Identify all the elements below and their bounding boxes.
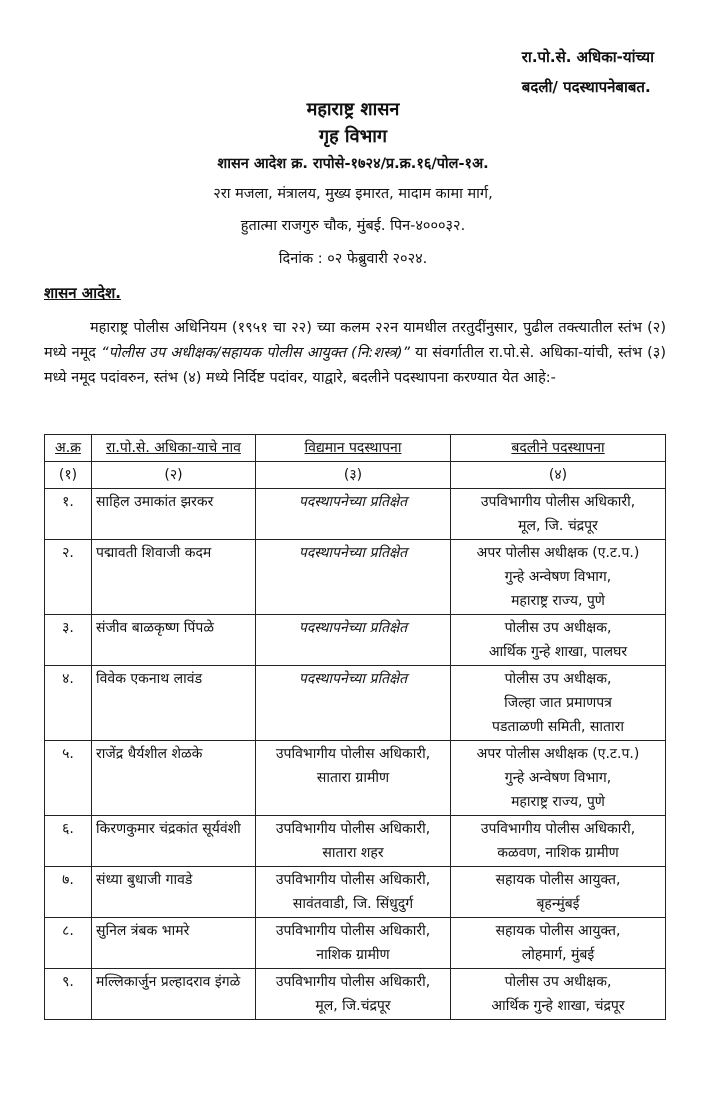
paragraph-quote: “पोलीस उप अधीक्षक/सहायक पोलीस आयुक्त (नि:शस्त्र)” <box>101 345 411 361</box>
current-posting-line: उपविभागीय पोलीस अधिकारी, <box>275 746 431 762</box>
new-posting-cell <box>451 867 666 918</box>
current-posting-line: नाशिक ग्रामीण <box>316 947 390 963</box>
table-row <box>45 741 666 816</box>
new-posting-cell <box>451 918 666 969</box>
officer-name-cell: किरणकुमार चंद्रकांत सूर्यवंशी <box>92 816 256 867</box>
table-row <box>45 918 666 969</box>
serial-cell: २. <box>45 540 92 615</box>
table-row <box>45 816 666 867</box>
current-posting-line: पदस्थापनेच्या प्रतिक्षेत <box>298 671 408 687</box>
subject-block <box>522 42 654 102</box>
table-row <box>45 867 666 918</box>
current-posting-cell <box>256 666 451 741</box>
serial-cell: ३. <box>45 615 92 666</box>
new-posting-line: अपर पोलीस अधीक्षक (ए.ट.प.) <box>476 746 640 762</box>
paragraph-part-1: महाराष्ट्र पोलीस अधिनियम (१९५१ चा २२) च्या कलम २२न यामधील तरतुदींनुसार, पुढील तक्त्यातील स्तंभ (२) मध्ये नमूद <box>44 320 666 361</box>
new-posting-line: आर्थिक गुन्हे शाखा, पालघर <box>488 644 628 660</box>
new-posting-line: पोलीस उप अधीक्षक, <box>504 671 612 687</box>
table-row <box>45 615 666 666</box>
current-posting-cell <box>256 489 451 540</box>
serial-cell: ९. <box>45 969 92 1020</box>
new-posting-cell <box>451 540 666 615</box>
current-posting-cell <box>256 918 451 969</box>
subject-line-2: बदली/ पदस्थापनेबाबत. <box>521 78 651 96</box>
new-posting-line: सहायक पोलीस आयुक्त, <box>495 872 621 888</box>
new-posting-line: लोहमार्ग, मुंबई <box>521 947 595 963</box>
current-posting-line: उपविभागीय पोलीस अधिकारी, <box>275 872 431 888</box>
new-posting-line: महाराष्ट्र राज्य, पुणे <box>511 593 605 609</box>
new-posting-cell <box>451 489 666 540</box>
serial-cell: १. <box>45 489 92 540</box>
new-posting-line: गुन्हे अन्वेषण विभाग, <box>504 770 612 786</box>
officer-name-cell: मल्लिकार्जुन प्रल्हादराव इंगळे <box>92 969 256 1020</box>
current-posting-line: उपविभागीय पोलीस अधिकारी, <box>275 974 431 990</box>
officer-name-cell: पद्मावती शिवाजी कदम <box>92 540 256 615</box>
order-number: शासन आदेश क्र. रापोसे-१७२४/प्र.क्र.१६/पोल-१अ. <box>217 156 489 172</box>
current-posting-line: पदस्थापनेच्या प्रतिक्षेत <box>298 494 408 510</box>
address-line-1: २रा मजला, मंत्रालय, मुख्य इमारत, मादाम कामा मार्ग, <box>213 186 493 202</box>
table-row <box>45 969 666 1020</box>
table-row <box>45 666 666 741</box>
new-posting-line: बृहन्मुंबई <box>536 896 580 912</box>
subject-line-1: रा.पो.से. अधिका-यांच्या <box>521 48 654 66</box>
order-paragraph <box>44 316 666 391</box>
new-posting-line: पोलीस उप अधीक्षक, <box>504 974 612 990</box>
new-posting-cell <box>451 741 666 816</box>
new-posting-line: गुन्हे अन्वेषण विभाग, <box>504 569 612 585</box>
officer-name-cell: साहिल उमाकांत झरकर <box>92 489 256 540</box>
current-posting-cell <box>256 540 451 615</box>
table-row <box>45 489 666 540</box>
officer-name-cell: विवेक एकनाथ लावंड <box>92 666 256 741</box>
section-title: शासन आदेश. <box>44 284 121 302</box>
current-posting-cell <box>256 741 451 816</box>
new-posting-cell <box>451 666 666 741</box>
document-header <box>0 96 706 276</box>
department-name: गृह विभाग <box>318 126 388 147</box>
current-posting-line: सातारा शहर <box>322 845 384 861</box>
colnum-4: (४) <box>451 462 666 489</box>
serial-cell: ५. <box>45 741 92 816</box>
current-posting-line: उपविभागीय पोलीस अधिकारी, <box>275 923 431 939</box>
current-posting-cell <box>256 615 451 666</box>
header-new-posting: बदलीने पदस्थापना <box>451 435 666 462</box>
officer-name-cell: सुनिल त्रंबक भामरे <box>92 918 256 969</box>
current-posting-line: उपविभागीय पोलीस अधिकारी, <box>275 821 431 837</box>
new-posting-line: पडताळणी समिती, सातारा <box>492 719 624 735</box>
header-officer-name: रा.पो.से. अधिका-याचे नाव <box>92 435 256 462</box>
new-posting-line: मूल, जि. चंद्रपूर <box>518 518 598 534</box>
current-posting-line: मूल, जि.चंद्रपूर <box>315 998 391 1014</box>
serial-cell: ६. <box>45 816 92 867</box>
address-line-2: हुतात्मा राजगुरु चौक, मुंबई. पिन-४०००३२. <box>240 218 466 234</box>
new-posting-cell <box>451 615 666 666</box>
current-posting-line: पदस्थापनेच्या प्रतिक्षेत <box>298 620 408 636</box>
transfer-table <box>44 434 666 1020</box>
new-posting-cell <box>451 969 666 1020</box>
serial-cell: ८. <box>45 918 92 969</box>
new-posting-line: कळवण, नाशिक ग्रामीण <box>497 845 619 861</box>
header-current-posting: विद्यमान पदस्थापना <box>256 435 451 462</box>
officer-name-cell: संध्या बुधाजी गावडे <box>92 867 256 918</box>
current-posting-line: पदस्थापनेच्या प्रतिक्षेत <box>298 545 408 561</box>
government-name: महाराष्ट्र शासन <box>306 99 400 120</box>
colnum-2: (२) <box>92 462 256 489</box>
new-posting-line: उपविभागीय पोलीस अधिकारी, <box>480 821 636 837</box>
officer-name-cell: राजेंद्र धैर्यशील शेळके <box>92 741 256 816</box>
table-row <box>45 540 666 615</box>
new-posting-line: अपर पोलीस अधीक्षक (ए.ट.प.) <box>476 545 640 561</box>
colnum-3: (३) <box>256 462 451 489</box>
new-posting-line: जिल्हा जात प्रमाणपत्र <box>504 695 612 711</box>
serial-cell: ७. <box>45 867 92 918</box>
new-posting-line: पोलीस उप अधीक्षक, <box>504 620 612 636</box>
table-header-row <box>45 435 666 462</box>
new-posting-line: महाराष्ट्र राज्य, पुणे <box>511 794 605 810</box>
officer-name-cell: संजीव बाळकृष्ण पिंपळे <box>92 615 256 666</box>
current-posting-line: सावंतवाडी, जि. सिंधुदुर्ग <box>292 896 414 912</box>
new-posting-line: सहायक पोलीस आयुक्त, <box>495 923 621 939</box>
new-posting-cell <box>451 816 666 867</box>
new-posting-line: उपविभागीय पोलीस अधिकारी, <box>480 494 636 510</box>
colnum-1: (१) <box>45 462 92 489</box>
new-posting-line: आर्थिक गुन्हे शाखा, चंद्रपूर <box>491 998 625 1014</box>
order-date: दिनांक : ०२ फेब्रुवारी २०२४. <box>278 251 428 267</box>
current-posting-cell <box>256 816 451 867</box>
header-serial: अ.क्र <box>45 435 92 462</box>
column-number-row <box>45 462 666 489</box>
current-posting-cell <box>256 969 451 1020</box>
current-posting-line: सातारा ग्रामीण <box>316 770 390 786</box>
serial-cell: ४. <box>45 666 92 741</box>
current-posting-cell <box>256 867 451 918</box>
paragraph-part-2: या संवर्गातील रा.पो.से. अधिका-यांची, स्तंभ (३) मध्ये नमूद पदांवरुन, स्तंभ (४) मध्ये निर्दिष्ट पदांवर, याद्वारे, बदलीने पदस्थापना करण्यात येत आहे:- <box>44 345 667 386</box>
